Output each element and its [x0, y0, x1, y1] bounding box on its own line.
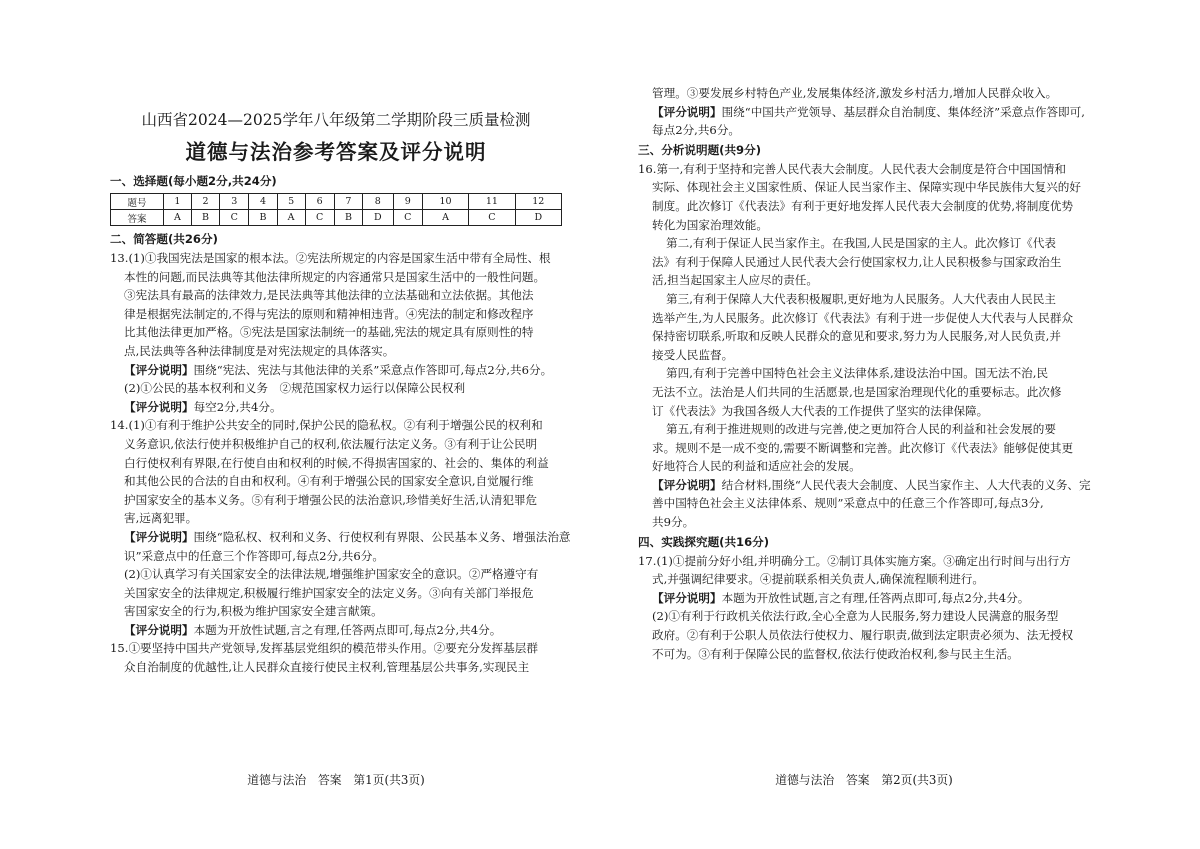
- line-text: 转化为国家治理效能。: [652, 217, 768, 232]
- answer-page-1: [110, 0, 571, 849]
- line-text: 管理。③要发展乡村特色产业,发展集体经济,激发乡村活力,增加人民群众收入。: [652, 86, 1058, 100]
- exam-title: 山西省2024—2025学年八年级第二学期阶段三质量检测: [141, 111, 531, 129]
- table-cell-answer: C: [220, 210, 249, 226]
- answer-table: [110, 193, 562, 226]
- page-2-body: [638, 84, 1090, 663]
- line-text: 共9分。: [652, 515, 695, 530]
- line-text: 围绕“隐私权、权利和义务、行使权利有界限、公民基本义务、增强法治意: [193, 529, 571, 544]
- answer-line: [110, 658, 562, 677]
- answer-line: [638, 626, 1090, 645]
- answer-line: [638, 309, 1090, 328]
- line-text: 每点2分,共6分。: [652, 123, 741, 138]
- line-text: 无法不立。法治是人们共同的生活愿景,也是国家治理现代化的重要标志。此次修: [652, 384, 1062, 399]
- answer-line: [110, 342, 562, 361]
- line-text: 第五,有利于推进规则的改进与完善,使之更加符合人民的利益和社会发展的要: [666, 422, 1056, 437]
- line-text: 围绕“宪法、宪法与其他法律的关系”采意点作答即可,每点2分,共6分。: [193, 362, 553, 377]
- table-cell-number: 8: [363, 194, 394, 210]
- section-heading-short-answer: 二、简答题(共26分): [110, 232, 218, 246]
- table-row-label: 题号: [111, 194, 164, 210]
- page-footer: 道德与法治 答案 第2页(共3页): [775, 773, 953, 787]
- scoring-note-line: [110, 621, 562, 640]
- scoring-note-tag: 【评分说明】: [652, 104, 722, 119]
- line-text: 政府。②有利于公职人员依法行使权力、履行职责,做到法定职责必须为、法无授权: [652, 628, 1074, 643]
- answer-line: [638, 645, 1090, 664]
- line-text: 律是根据宪法制定的,不得与宪法的原则和精神相违背。④宪法的制定和修改程序: [124, 306, 534, 321]
- line-text: 法》有利于保障人民通过人民代表大会行使国家权力,让人民积极参与国家政治生: [652, 254, 1062, 269]
- scoring-note-tag: 【评分说明】: [124, 362, 194, 377]
- answer-line: [110, 565, 562, 584]
- answer-line: [638, 271, 1090, 290]
- line-text: 识”采意点中的任意三个作答即可,每点2分,共6分。: [124, 548, 384, 563]
- line-text: (2)①认真学习有关国家安全的法律法规,增强维护国家安全的意识。②严格遵守有: [124, 567, 539, 582]
- subject-title: 道德与法治参考答案及评分说明: [185, 140, 487, 164]
- answer-line: [638, 383, 1090, 402]
- answer-line: [638, 494, 1090, 513]
- line-text: 式,并强调纪律要求。④提前联系相关负责人,确保流程顺利进行。: [652, 572, 984, 587]
- line-text: 第二,有利于保证人民当家作主。在我国,人民是国家的主人。此次修订《代表: [666, 236, 1056, 251]
- page-footer: 道德与法治 答案 第1页(共3页): [247, 773, 425, 787]
- line-text: 白行使权利有界限,在行使自由和权利的时候,不得损害国家的、社会的、集体的利益: [124, 455, 549, 470]
- table-cell-answer: A: [164, 210, 192, 226]
- answer-line: [110, 286, 562, 305]
- line-text: 17.(1)①提前分好小组,并明确分工。②制订具体实施方案。③确定出行时间与出行方: [638, 553, 1071, 568]
- line-text: 实际、体现社会主义国家性质、保证人民当家作主、保障实现中华民族伟大复兴的好: [652, 180, 1081, 195]
- page-1-body: [110, 249, 571, 677]
- line-text: 选举产生,为人民服务。此次修订《代表法》有利于进一步促使人大代表与人民群众: [652, 310, 1074, 325]
- line-text: 不可为。③有利于保障公民的监督权,依法行使政治权利,参与民主生活。: [652, 646, 1019, 661]
- line-text: 制度。此次修订《代表法》有利于更好地发挥人民代表大会制度的优势,将制度优势: [652, 198, 1074, 213]
- answer-line: [110, 435, 562, 454]
- scoring-note-line: [638, 476, 1090, 495]
- answer-line: [110, 509, 562, 528]
- answer-line: [638, 253, 1090, 272]
- section-heading: 四、实践探究题(共16分): [638, 534, 770, 549]
- line-text: ③宪法具有最高的法律效力,是民法典等其他法律的立法基础和立法依据。其他法: [124, 288, 534, 303]
- table-cell-number: 2: [191, 194, 219, 210]
- answer-line: [638, 552, 1090, 571]
- line-text: 本题为开放性试题,言之有理,任答两点即可,每点2分,共4分。: [193, 622, 502, 637]
- table-cell-number: 3: [220, 194, 249, 210]
- answer-line: [110, 547, 562, 566]
- line-text: 每空2分,共4分。: [193, 399, 282, 414]
- table-cell-number: 7: [334, 194, 362, 210]
- scoring-note-line: [110, 398, 562, 417]
- table-cell-answer: D: [515, 210, 561, 226]
- answer-line: [110, 454, 562, 473]
- answer-line: [638, 346, 1090, 365]
- answer-line: [110, 491, 562, 510]
- answer-line: [638, 327, 1090, 346]
- table-cell-answer: C: [305, 210, 334, 226]
- answer-line: [638, 216, 1090, 235]
- table-cell-number: 5: [277, 194, 305, 210]
- line-text: 害国家安全的行为,积极为维护国家安全建言献策。: [124, 604, 383, 619]
- answer-line: [638, 402, 1090, 421]
- answer-line: [638, 121, 1090, 140]
- line-text: (2)①公民的基本权利和义务 ②规范国家权力运行以保障公民权利: [124, 381, 466, 396]
- line-text: 结合材料,围绕“人民代表大会制度、人民当家作主、人大代表的义务、完: [721, 477, 1091, 492]
- section-heading-choice: 一、选择题(每小题2分,共24分): [110, 174, 277, 188]
- line-text: 接受人民监督。: [652, 347, 734, 362]
- line-text: 本题为开放性试题,言之有理,任答两点即可,每点2分,共4分。: [721, 590, 1030, 605]
- answer-line: [638, 197, 1090, 216]
- table-cell-answer: B: [191, 210, 219, 226]
- line-text: 第四,有利于完善中国特色社会主义法律体系,建设法治中国。国无法不治,民: [666, 366, 1049, 381]
- scoring-note-tag: 【评分说明】: [652, 590, 722, 605]
- line-text: 本性的问题,而民法典等其他法律所规定的内容通常只是国家生活中的一般性问题。: [124, 269, 546, 284]
- line-text: 13.(1)①我国宪法是国家的根本法。②宪法所规定的内容是国家生活中带有全局性、根: [110, 251, 551, 265]
- answer-line: [110, 268, 562, 287]
- answer-line: [110, 584, 562, 603]
- answer-page-2: [638, 0, 1090, 849]
- line-text: 围绕“中国共产党领导、基层群众自治制度、集体经济”采意点作答即可,: [721, 104, 1085, 119]
- table-cell-number: 12: [515, 194, 561, 210]
- line-text: 和其他公民的合法的自由和权利。④有利于增强公民的国家安全意识,自觉履行维: [124, 474, 534, 489]
- line-text: 义务意识,依法行使并积极维护自己的权利,依法履行法定义务。③有利于让公民明: [124, 436, 538, 451]
- section-heading: 三、分析说明题(共9分): [638, 142, 762, 157]
- answer-line: [110, 639, 562, 658]
- line-text: 护国家安全的基本义务。⑤有利于增强公民的法治意识,珍惜美好生活,认清犯罪危: [124, 492, 538, 507]
- table-cell-answer: A: [422, 210, 468, 226]
- line-text: 16.第一,有利于坚持和完善人民代表大会制度。人民代表大会制度是符合中国国情和: [638, 161, 1066, 176]
- answer-line: [638, 234, 1090, 253]
- line-text: 好地符合人民的利益和适应社会的发展。: [652, 459, 861, 474]
- answer-line: [638, 513, 1090, 532]
- scoring-note-tag: 【评分说明】: [124, 622, 194, 637]
- line-text: 15.①要坚持中国共产党领导,发挥基层党组织的模范带头作用。②要充分发挥基层群: [110, 641, 538, 656]
- table-cell-answer: D: [363, 210, 394, 226]
- table-cell-number: 1: [164, 194, 192, 210]
- scoring-note-line: [110, 528, 571, 547]
- answer-line: [110, 249, 562, 268]
- table-cell-number: 11: [469, 194, 515, 210]
- line-text: 求。规则不是一成不变的,需要不断调整和完善。此次修订《代表法》能够促使其更: [652, 440, 1074, 455]
- answer-line: [638, 607, 1090, 626]
- answer-line: [638, 160, 1090, 179]
- table-cell-answer: B: [249, 210, 277, 226]
- table-cell-answer: A: [277, 210, 305, 226]
- line-text: 比其他法律更加严格。⑤宪法是国家法制统一的基础,宪法的规定具有原则性的特: [124, 325, 534, 340]
- table-cell-number: 4: [249, 194, 277, 210]
- answer-line: [638, 84, 1090, 103]
- line-text: 订《代表法》为我国各级人大代表的工作提供了坚实的法律保障。: [652, 403, 989, 418]
- answer-line: [110, 416, 562, 435]
- line-text: 善中国特色社会主义法律体系、规则”采意点中的任意三个作答即可,每点3分,: [652, 496, 1044, 511]
- table-cell-number: 10: [422, 194, 468, 210]
- answer-line: [638, 178, 1090, 197]
- line-text: 关国家安全的法律规定,积极履行维护国家安全的法定义务。③向有关部门举报危: [124, 585, 534, 600]
- scoring-note-tag: 【评分说明】: [124, 399, 194, 414]
- table-row-label: 答案: [111, 210, 164, 226]
- line-text: 害,远离犯罪。: [124, 511, 198, 526]
- line-text: 众自治制度的优越性,让人民群众直接行使民主权利,管理基层公共事务,实现民主: [124, 660, 530, 675]
- answer-line: [110, 472, 562, 491]
- table-cell-answer: C: [469, 210, 515, 226]
- answer-line: [638, 439, 1090, 458]
- answer-line: [110, 379, 562, 398]
- scoring-note-line: [638, 103, 1090, 122]
- table-cell-answer: C: [393, 210, 422, 226]
- scoring-note-line: [110, 361, 562, 380]
- table-cell-number: 6: [305, 194, 334, 210]
- line-text: (2)①有利于行政机关依法行政,全心全意为人民服务,努力建设人民满意的服务型: [652, 609, 1059, 624]
- answer-line: [638, 457, 1090, 476]
- table-cell-answer: B: [334, 210, 362, 226]
- answer-line: [638, 364, 1090, 383]
- answer-line: [110, 305, 562, 324]
- scoring-note-line: [638, 589, 1090, 608]
- table-row: [111, 210, 562, 226]
- line-text: 第三,有利于保障人大代表积极履职,更好地为人民服务。人大代表由人民民主: [666, 291, 1056, 306]
- line-text: 14.(1)①有利于维护公共安全的同时,保护公民的隐私权。②有利于增强公民的权利和: [110, 418, 543, 433]
- answer-line: [638, 290, 1090, 309]
- answer-line: [110, 602, 562, 621]
- line-text: 保持密切联系,听取和反映人民群众的意见和要求,努力为人民服务,对人民负责,并: [652, 329, 1061, 344]
- scoring-note-tag: 【评分说明】: [124, 529, 194, 544]
- answer-line: [638, 420, 1090, 439]
- scoring-note-tag: 【评分说明】: [652, 477, 722, 492]
- table-cell-number: 9: [393, 194, 422, 210]
- answer-line: [110, 323, 562, 342]
- answer-line: [638, 570, 1090, 589]
- line-text: 活,担当起国家主人应尽的责任。: [652, 273, 818, 288]
- table-row: [111, 194, 562, 210]
- line-text: 点,民法典等各种法律制度是对宪法规定的具体落实。: [124, 343, 395, 358]
